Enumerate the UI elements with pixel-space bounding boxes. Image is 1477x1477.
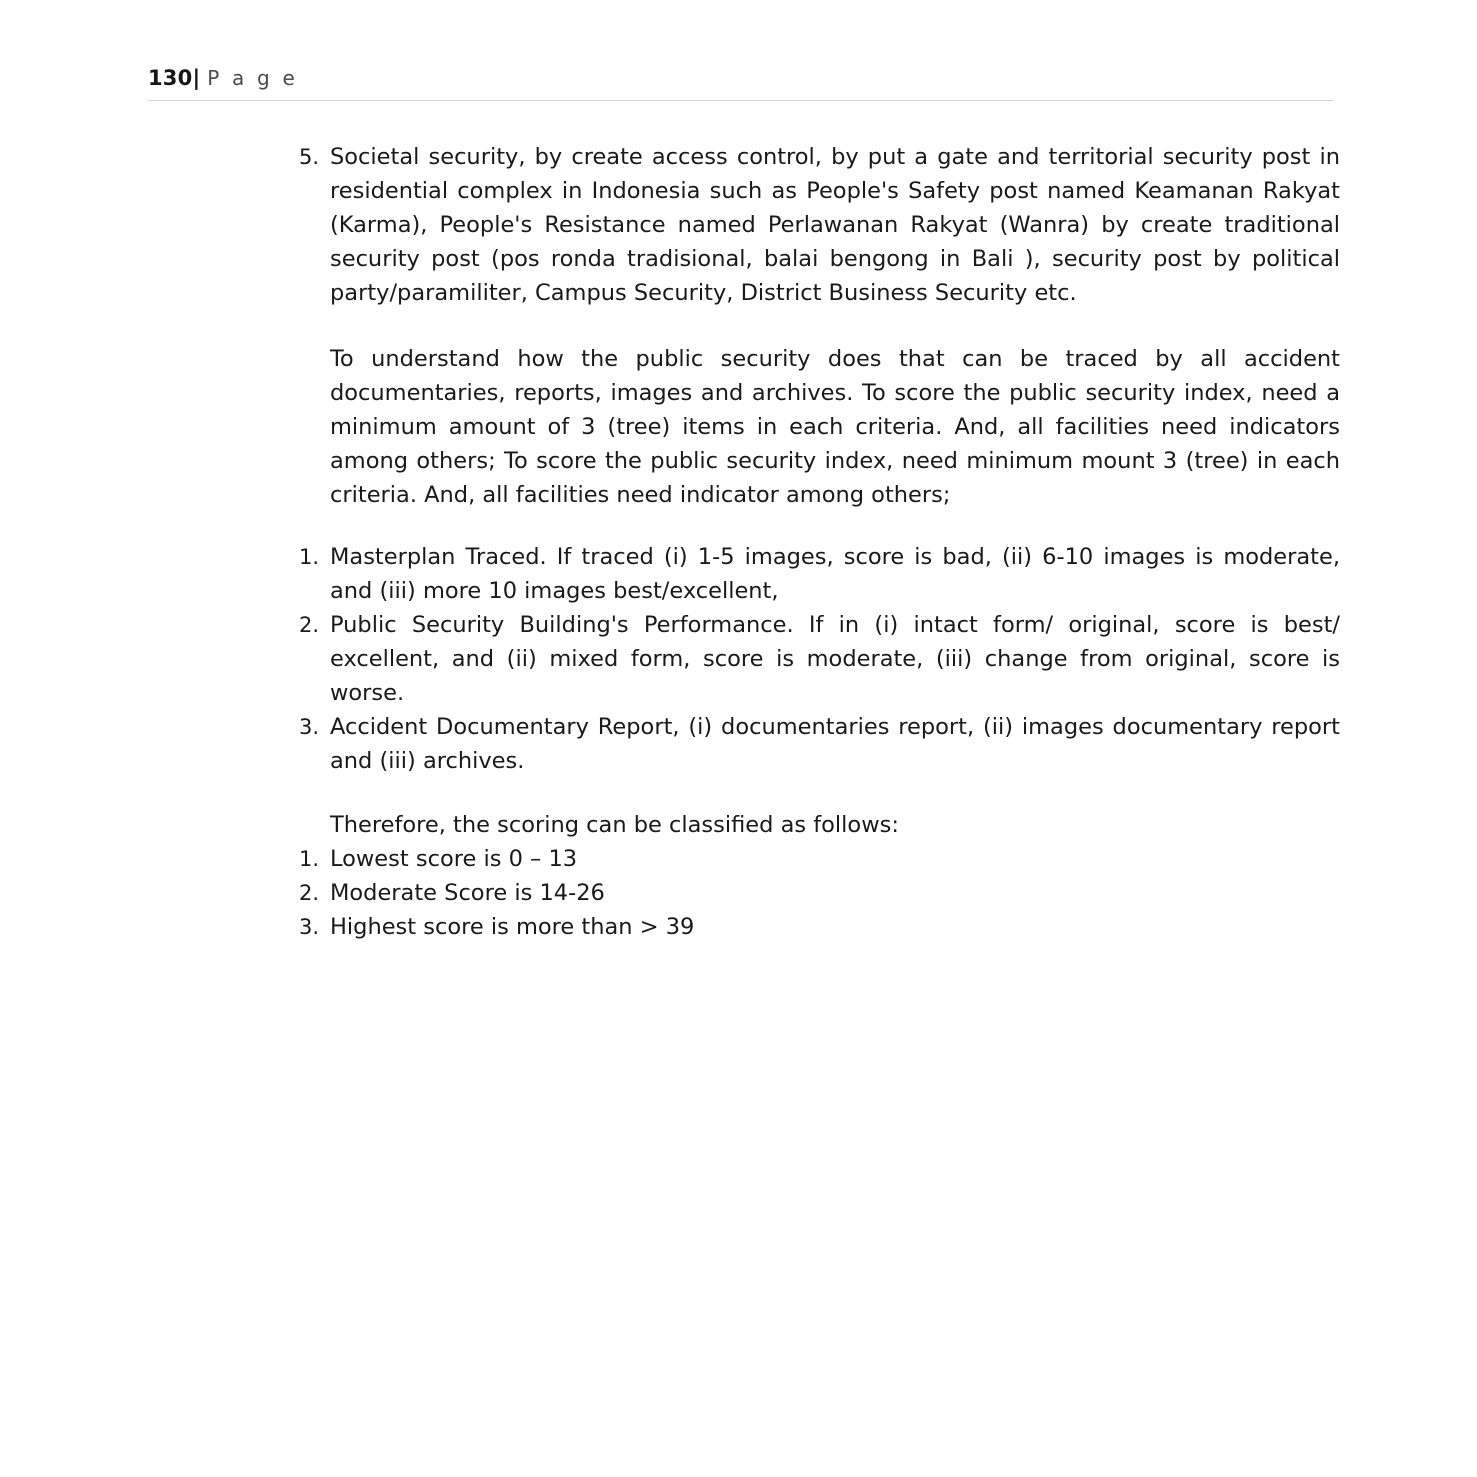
societal-security-list [285, 140, 1340, 310]
list-item-text: Accident Documentary Report, (i) documentaries report, (ii) images documentary report and (iii) archives. [330, 714, 1340, 774]
list-item-text: Moderate Score is 14-26 [330, 880, 605, 906]
page-number: 130 [148, 66, 193, 90]
table-row [285, 710, 1340, 778]
score-list [285, 842, 1340, 944]
list-item-text: Lowest score is 0 – 13 [330, 846, 578, 872]
criteria-list [285, 540, 1340, 778]
list-marker: 1. [298, 847, 319, 871]
list-item [285, 140, 1340, 310]
header-divider [148, 100, 1334, 101]
spacer [285, 512, 1340, 540]
page-header [148, 66, 1334, 106]
list-item-text: Public Security Building's Performance. If in (i) intact form/ original, score is best/ excellent, and (ii) mixed form, score is moderate, (iii) change from original, score is worse. [330, 612, 1340, 706]
table-row [285, 608, 1340, 710]
table-row [285, 540, 1340, 608]
intro-paragraph: To understand how the public security does that can be traced by all accident documentaries, reports, images and archives. To score the public security index, need a minimum amount of 3 (tree) items in each criteria. And, all facilities need indicators among others; To score the public security index, need minimum mount 3 (tree) in each criteria. And, all facilities need indicator among others; [330, 346, 1340, 508]
list-marker: 5. [298, 145, 319, 169]
list-item-text: Masterplan Traced. If traced (i) 1-5 images, score is bad, (ii) 6-10 images is moderate, and (iii) more 10 images best/excellent, [330, 544, 1340, 604]
folio-page-label: P a g e [207, 66, 298, 90]
list-item-text: Highest score is more than > 39 [330, 914, 695, 940]
list-item [285, 842, 1340, 876]
folio [148, 66, 1334, 90]
page-content [285, 140, 1340, 944]
scoring-intro-paragraph: Therefore, the scoring can be classified as follows: [330, 812, 899, 838]
list-marker: 1. [298, 545, 319, 569]
list-item [285, 876, 1340, 910]
list-marker: 2. [298, 613, 319, 637]
folio-separator: | [192, 66, 201, 90]
list-item-text: Societal security, by create access control, by put a gate and territorial security post in residential complex in Indonesia such as People's Safety post named Keamanan Rakyat (Karma), People's Resistance named Perlawanan Rakyat (Wanra) by create traditional security post (pos ronda tradisional, balai bengong in Bali ), security post by political party/paramiliter, Campus Security, District Business Security etc. [330, 144, 1340, 306]
list-item [285, 910, 1340, 944]
list-marker: 3. [298, 715, 319, 739]
list-marker: 2. [298, 881, 319, 905]
list-marker: 3. [298, 915, 319, 939]
